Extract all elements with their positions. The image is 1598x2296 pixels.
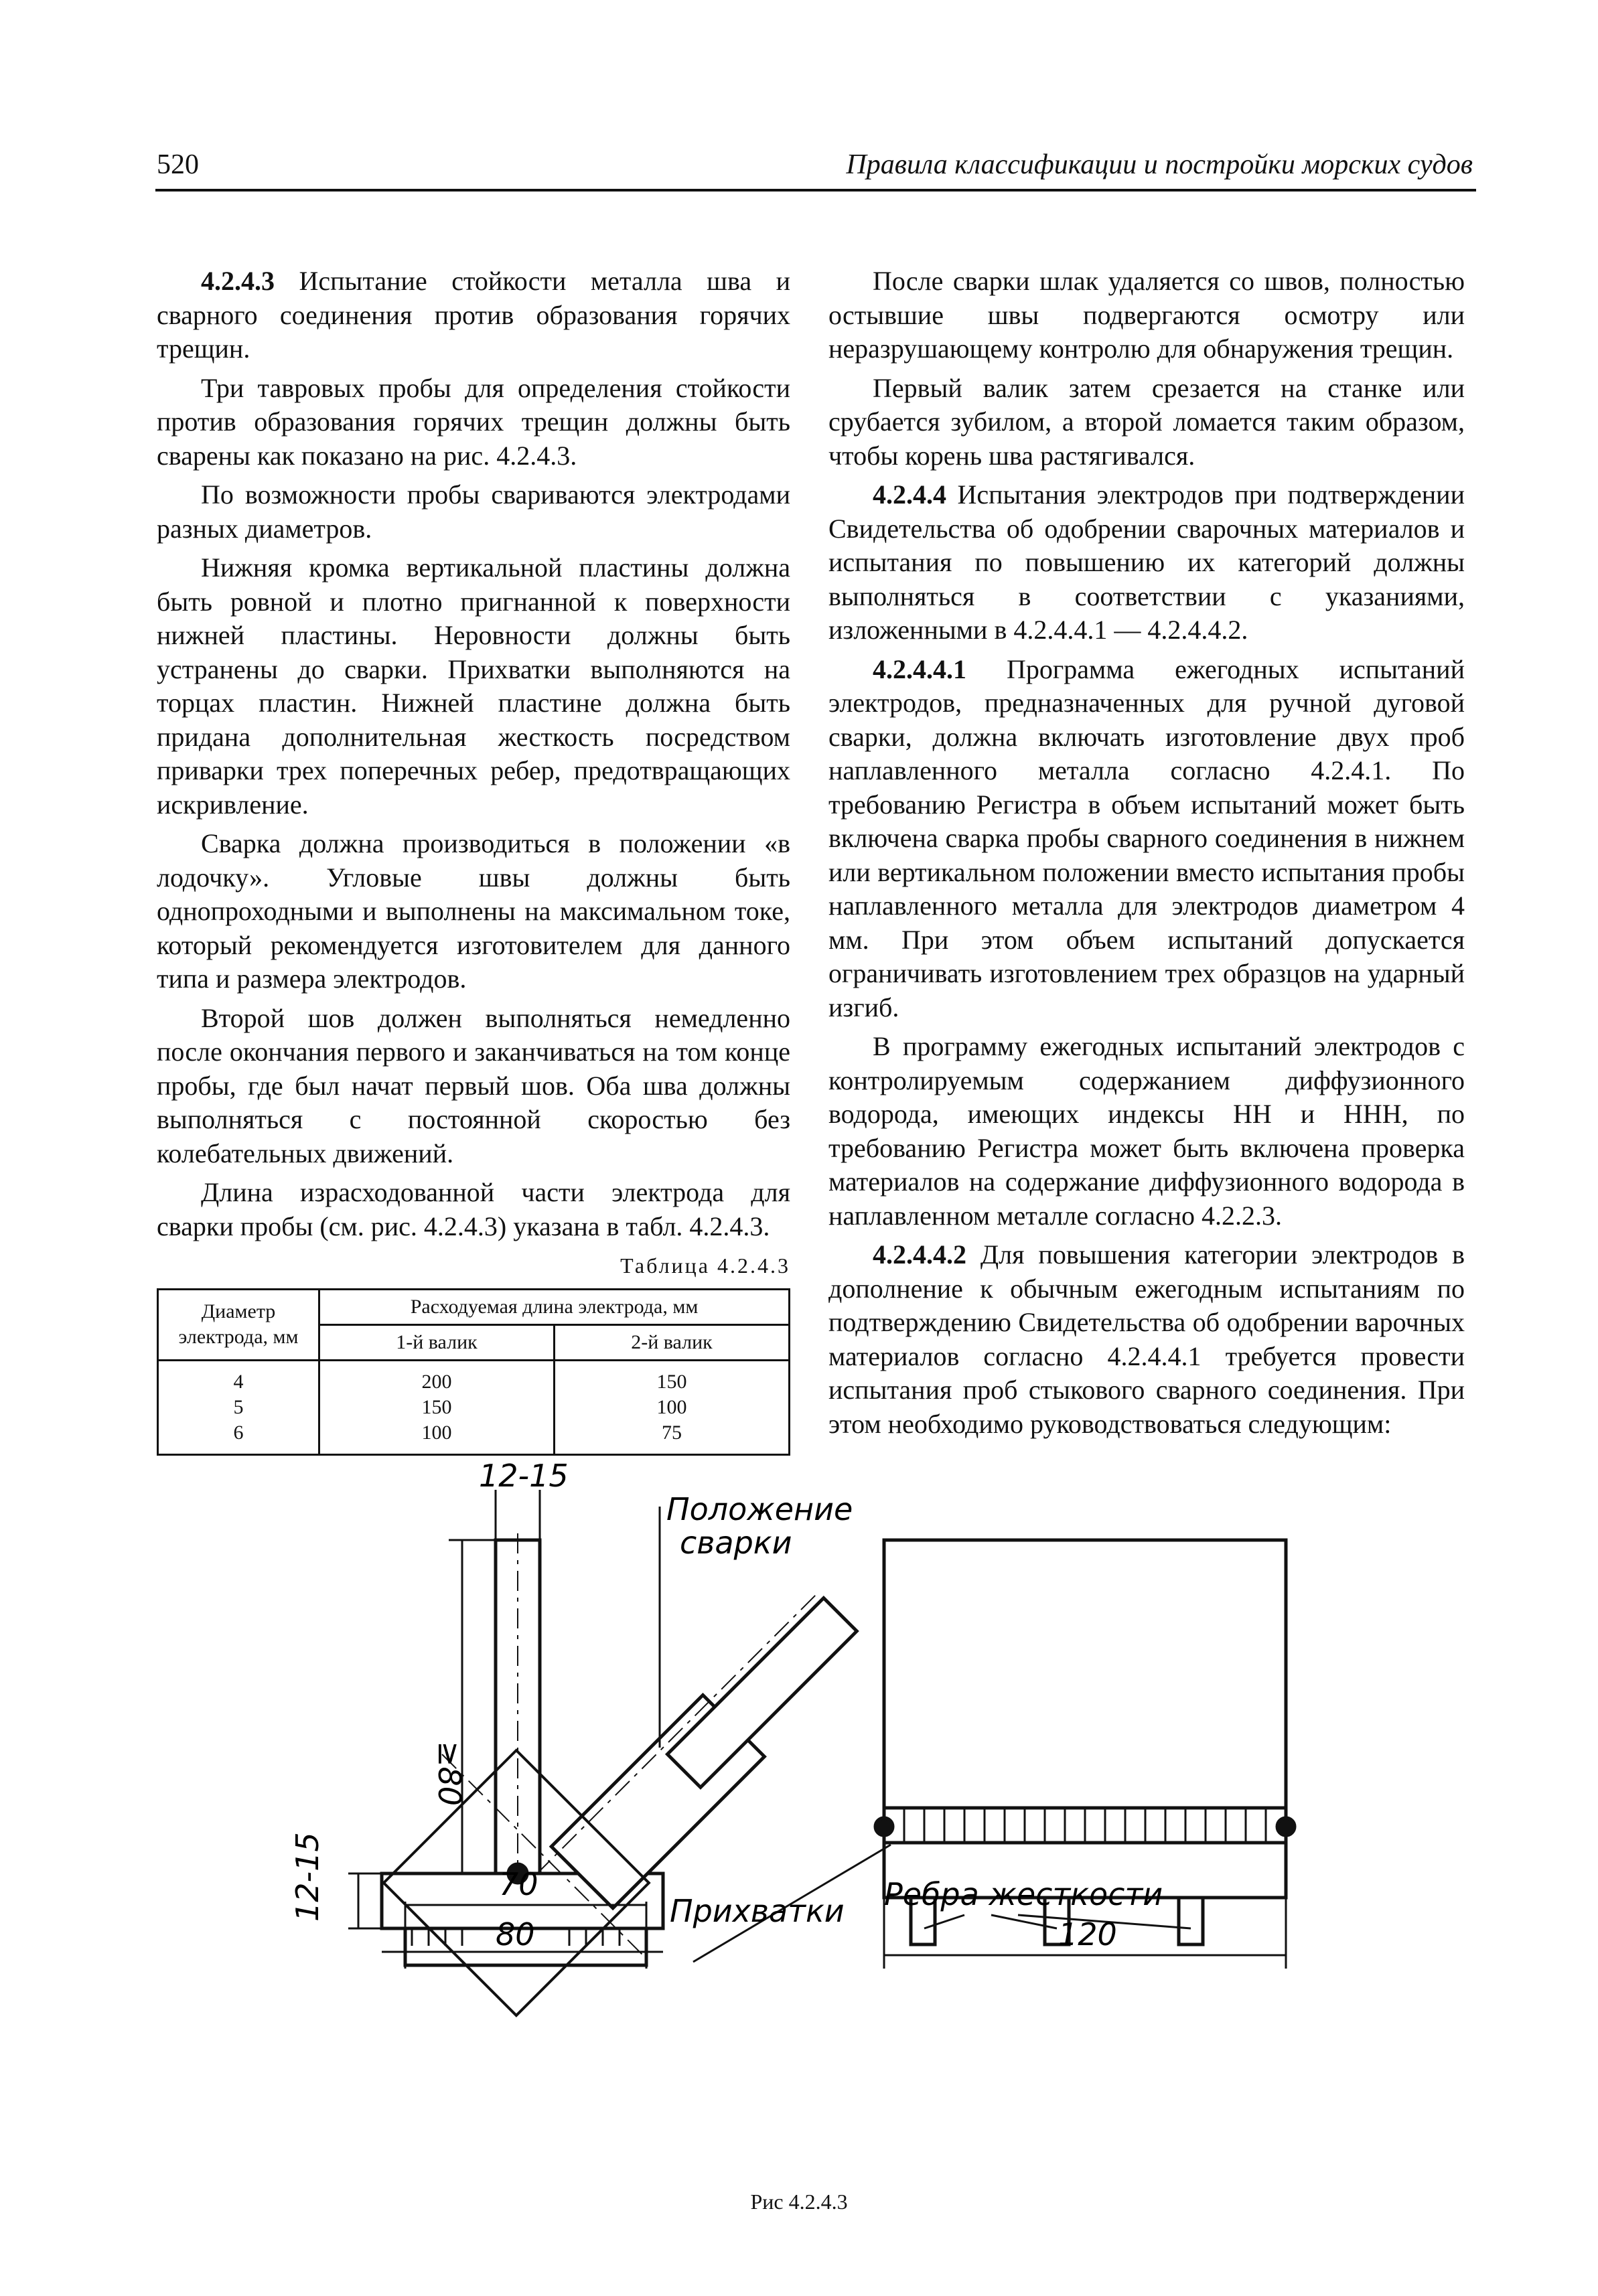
weld-start-point [875, 1818, 893, 1835]
paragraph-text: Испытание стойкости металла шва и сварного соединения против образования горячих трещин. [157, 266, 790, 364]
section-number: 4.2.4.4 [873, 479, 946, 510]
label-stiffening-ribs: Ребра жесткости [884, 1876, 1163, 1912]
weld-end-point [1277, 1818, 1295, 1835]
figure-caption: Рис 4.2.4.3 [750, 2190, 848, 2214]
electrode-length-table [157, 1288, 790, 1456]
dim-label-80: 80 [496, 1916, 535, 1953]
page-number: 520 [157, 149, 199, 180]
dim-label-top: 12-15 [479, 1458, 569, 1494]
paragraph [157, 264, 790, 366]
table-cell-diameters [158, 1360, 319, 1454]
paragraph [828, 478, 1465, 647]
dim-label-height: ≥80 [431, 1741, 467, 1807]
table-cell-second-pass [554, 1360, 789, 1454]
table-cell: 100 [656, 1395, 687, 1418]
right-column [828, 264, 1465, 1446]
table-cell: 150 [421, 1395, 452, 1418]
vertical-plate-side [884, 1540, 1286, 1808]
paragraph-text: Испытания электродов при подтверждении Свидетельства об одобрении сварочных материалов и испытания по повышению их категорий должны выполняться в соответствии с указаниями, изложенными в 4.2.4.4.1 — 4.2.4.4.2. [828, 479, 1465, 645]
paragraph-text: Программа ежегодных испытаний электродов, предназначенных для ручной дуговой сварки, должна включать изготовление двух проб наплавленного металла согласно 4.2.4.1. По требованию Регистра в объем испытаний может быть включена сварка пробы сварного соединения в нижнем или вертикальном положении вместо испытания пробы наплавленного металла для электродов диаметром 4 мм. При этом объем испытаний допускается ограничивать изготовлением трех образцов на ударный изгиб. [828, 654, 1465, 1022]
paragraph: Сварка должна производиться в положении «в лодочку». Угловые швы должны быть однопроходными и выполнены на максимальном токе, который рекомендуется изготовителем для данного типа и размера электродов. [157, 828, 790, 994]
section-number: 4.2.4.4.1 [873, 654, 966, 684]
table-cell: 200 [421, 1370, 452, 1393]
table-caption: Таблица 4.2.4.3 [620, 1253, 790, 1278]
table-cell: 4 [233, 1370, 244, 1393]
label-tack-welds: Прихватки [670, 1893, 845, 1929]
section-number: 4.2.4.3 [201, 266, 275, 296]
table-cell: 6 [233, 1421, 244, 1444]
paragraph: Три тавровых пробы для определения стойкости против образования горячих трещин должны быть сварены как показано на рис. 4.2.4.3. [157, 372, 790, 471]
dim-label-120: 120 [1058, 1916, 1117, 1953]
paragraph: Второй шов должен выполняться немедленно после окончания первого и заканчиваться на том конце пробы, где был начат первый шов. Оба шва должны выполняться с постоянной скоростью без колебательных движений. [157, 1002, 790, 1168]
table-cell: 150 [656, 1370, 687, 1393]
running-title: Правила классификации и постройки морских судов [846, 149, 1473, 180]
label-welding-position: Положение [666, 1491, 853, 1527]
table-header-consumed-length: Расходуемая длина электрода, мм [319, 1289, 790, 1324]
figure-test-specimen [289, 1458, 1339, 1969]
paragraph: Нижняя кромка вертикальной пластины должна быть ровной и плотно пригнанной к поверхности нижней пластины. Неровности должны быть устранены до сварки. Прихватки выполняются на торцах пластин. Нижней пластине должна быть придана дополнительная жесткость посредством приварки трех поперечных ребер, предотвращающих искривление. [157, 552, 790, 820]
table-cell: 5 [233, 1395, 244, 1418]
paragraph: В программу ежегодных испытаний электродов с контролируемым содержанием диффузионного водорода, имеющих индексы НН и ННН, по требованию Регистра может быть включена проверка материалов на содержание диффузионного водорода в наплавленном металле согласно 4.2.2.3. [828, 1031, 1465, 1231]
paragraph-text: Для повышения категории электродов в дополнение к обычным ежегодным испытаниям по подтверждению Свидетельства об одобрении варочных материалов согласно 4.2.4.4.1 требуется провести испытания проб стыкового сварного соединения. При этом необходимо руководствоваться следующим: [828, 1239, 1465, 1439]
table-cell: 100 [421, 1421, 452, 1444]
table-header-second-pass: 2-й валик [554, 1324, 789, 1360]
paragraph: После сварки шлак удаляется со швов, полностью остывшие швы подвергаются осмотру или неразрушающему контролю для обнаружения трещин. [828, 266, 1465, 364]
header-rule [155, 189, 1476, 192]
table-cell: 75 [661, 1421, 682, 1444]
paragraph: Первый валик затем срезается на станке или срубается зубилом, а второй ломается таким образом, чтобы корень шва растягивался. [828, 372, 1465, 471]
left-column [157, 264, 790, 1456]
label-welding-position-2: сварки [680, 1525, 792, 1561]
paragraph: По возможности пробы свариваются электродами разных диаметров. [157, 479, 790, 544]
dim-label-70: 70 [499, 1866, 538, 1902]
table-header-first-pass: 1-й валик [319, 1324, 555, 1360]
paragraph [828, 1238, 1465, 1441]
table-cell-first-pass [319, 1360, 555, 1454]
table-header-diameter: Диаметр электрода, мм [158, 1289, 319, 1360]
dim-label-left: 12-15 [289, 1832, 325, 1922]
table-row [158, 1360, 790, 1454]
rib-3 [1179, 1898, 1203, 1944]
paragraph: Длина израсходованной части электрода для сварки пробы (см. рис. 4.2.4.3) указана в табл. 4.2.4.3. [157, 1177, 790, 1241]
paragraph [828, 653, 1465, 1025]
section-number: 4.2.4.4.2 [873, 1239, 966, 1270]
